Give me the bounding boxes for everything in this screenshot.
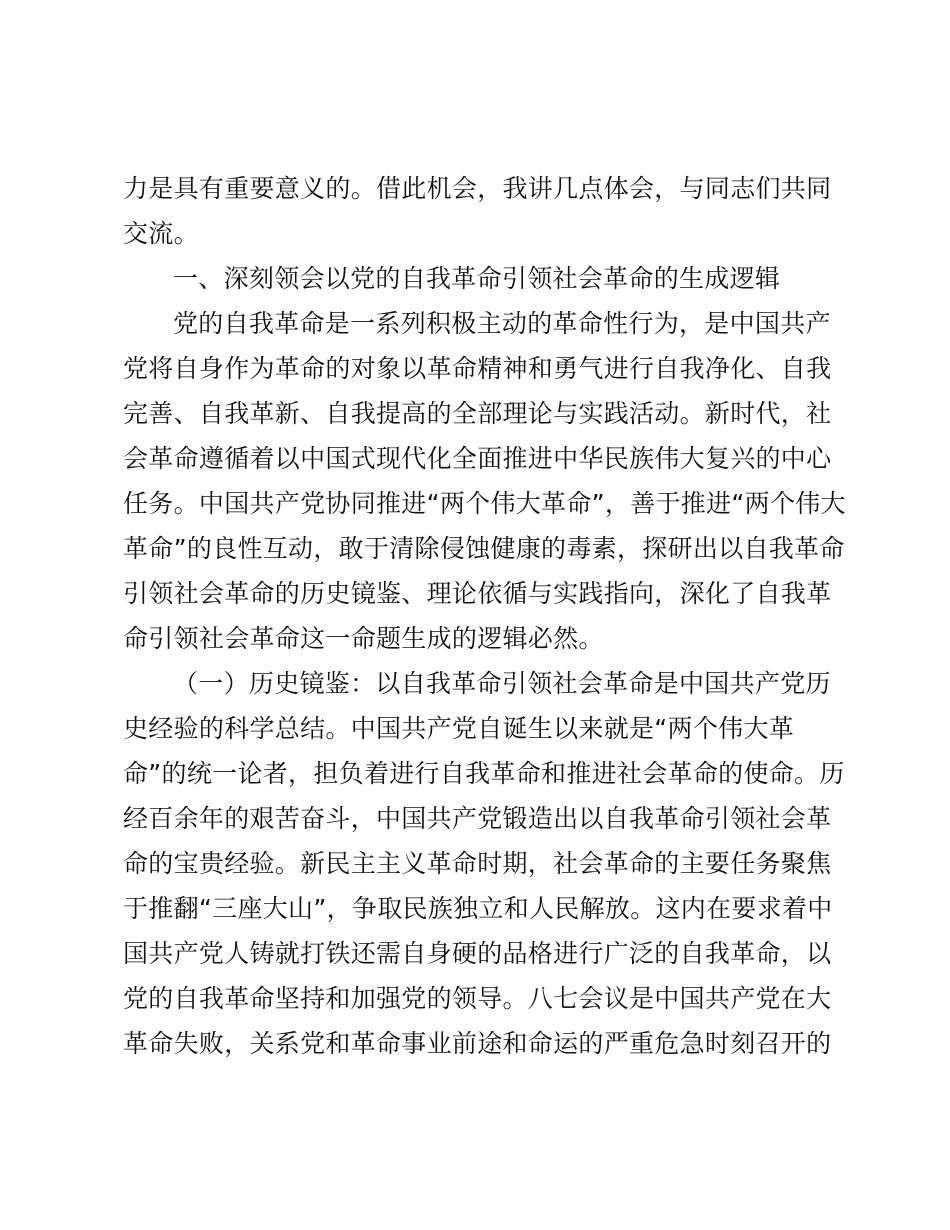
text-line: 命引领社会革命这一命题生成的逻辑必然。 (123, 624, 604, 653)
text-line: 任务。中国共产党协同推进“两个伟大革命”，善于推进“两个伟大 (123, 489, 846, 518)
text-line: 史经验的科学总结。中国共产党自诞生以来就是“两个伟大革 (123, 714, 795, 743)
text-line: 会革命遵循着以中国式现代化全面推进中华民族伟大复兴的中心 (123, 444, 832, 473)
section-heading: 一、深刻领会以党的自我革命引领社会革命的生成逻辑 (173, 264, 781, 293)
text-line: 革命”的良性互动，敢于清除侵蚀健康的毒素，探研出以自我革命 (123, 534, 845, 563)
paragraph-start: 党的自我革命是一系列积极主动的革命性行为，是中国共产 (173, 309, 831, 338)
text-line: 经百余年的艰苦奋斗，中国共产党锻造出以自我革命引领社会革 (123, 804, 832, 833)
text-line: 命的宝贵经验。新民主主义革命时期，社会革命的主要任务聚焦 (123, 849, 832, 878)
text-line: 党将自身作为革命的对象以革命精神和勇气进行自我净化、自我 (123, 354, 832, 383)
subsection-start: （一）历史镜鉴：以自我革命引领社会革命是中国共产党历 (173, 669, 831, 698)
text-line: 交流。 (123, 219, 199, 248)
text-line: 引领社会革命的历史镜鉴、理论依循与实践指向，深化了自我革 (123, 579, 832, 608)
text-line: 完善、自我革新、自我提高的全部理论与实践活动。新时代，社 (123, 399, 832, 428)
text-line: 命”的统一论者，担负着进行自我革命和推进社会革命的使命。历 (123, 759, 845, 788)
text-line: 于推翻“三座大山”，争取民族独立和人民解放。这内在要求着中 (123, 894, 833, 923)
text-line: 国共产党人铸就打铁还需自身硬的品格进行广泛的自我革命，以 (123, 939, 832, 968)
text-line: 党的自我革命坚持和加强党的领导。八七会议是中国共产党在大 (123, 984, 832, 1013)
text-line: 力是具有重要意义的。借此机会，我讲几点体会，与同志们共同 (123, 174, 832, 203)
text-line: 革命失败，关系党和革命事业前途和命运的严重危急时刻召开的 (123, 1029, 832, 1058)
